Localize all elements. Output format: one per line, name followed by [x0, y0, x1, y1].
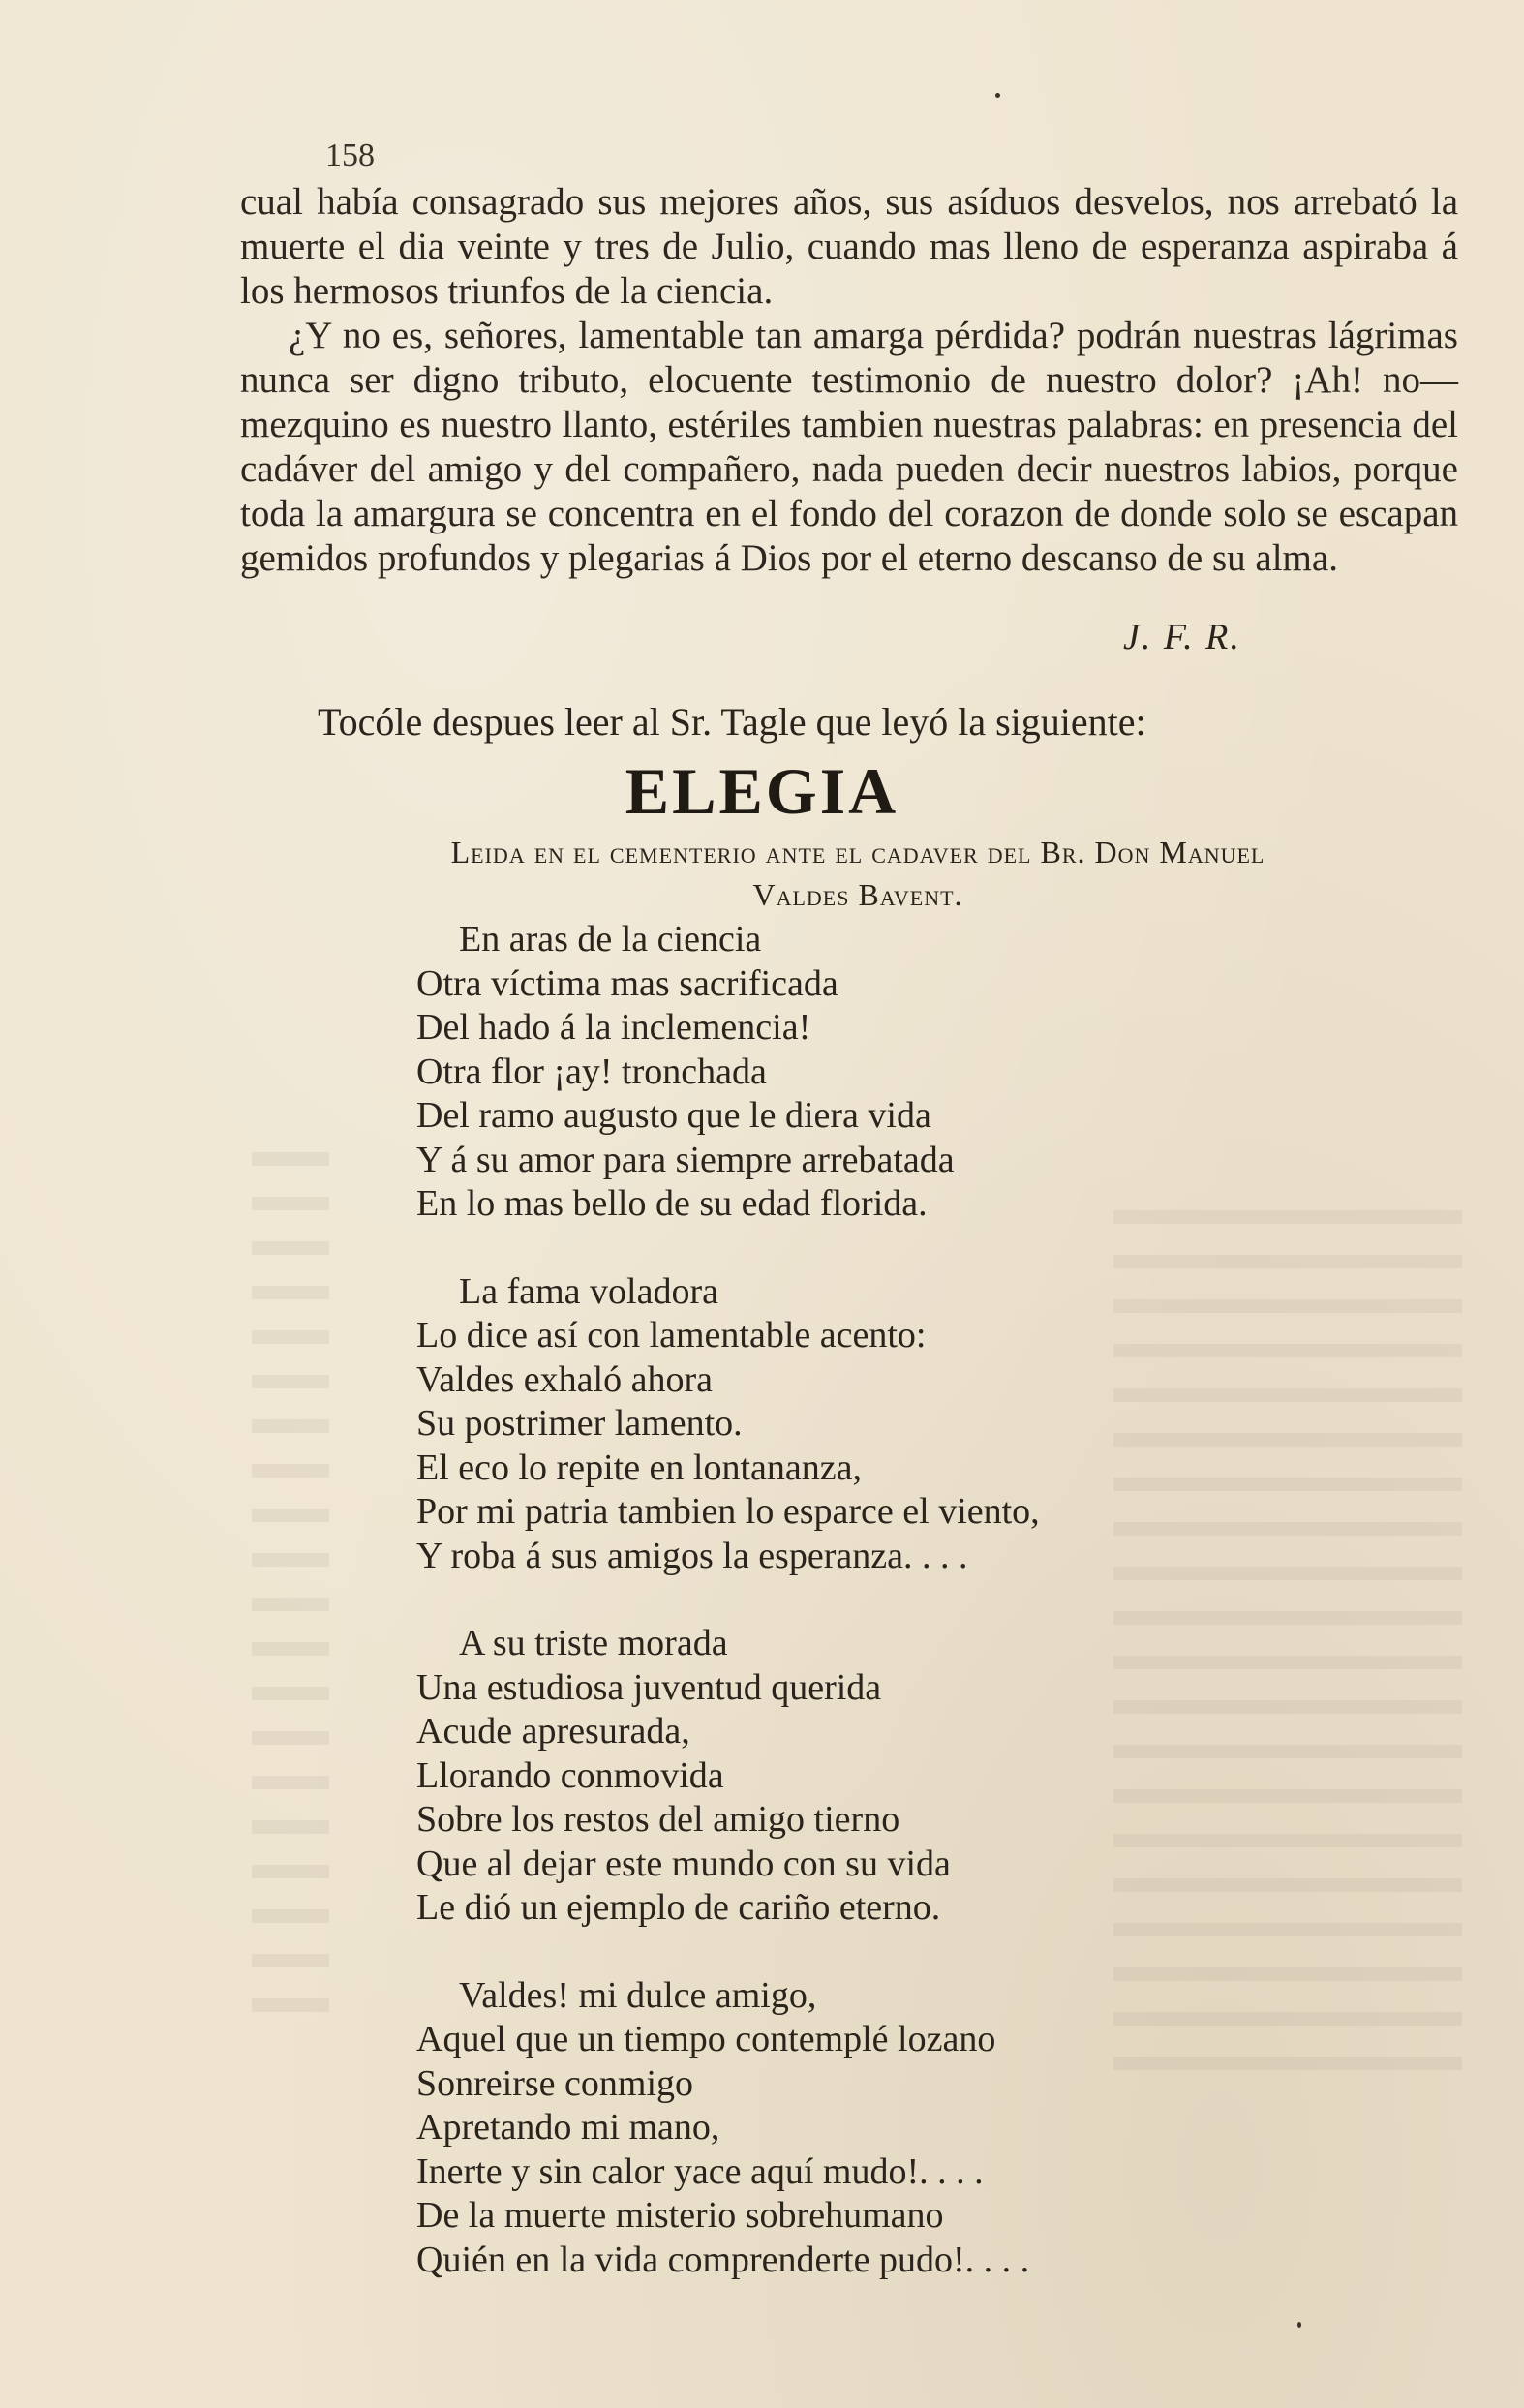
paragraph-lament: ¿Y no es, señores, lamentable tan amarga pérdida? podrán nuestras lágrimas nunca ser digno tributo, elocuente testimonio de nuestro dolor? ¡Ah! no—mezquino es nuestro llanto, estériles tambien nuestras palabras: en presencia del cadáver del amigo y del compañero, nada pueden decir nuestros labios, porque toda la amargura se concentra en el fondo del corazon de donde solo se escapan gemidos profundos y plegarias á Dios por el eterno descanso de su alma.	[240, 315, 1458, 579]
stanza	[416, 918, 1040, 1227]
prose-block	[240, 180, 1458, 581]
verse: Llorando conmovida	[416, 1754, 724, 1796]
verse: Inerte y sin calor yace aquí mudo!. . . .	[416, 2150, 984, 2192]
verse: En lo mas bello de su edad florida.	[416, 1183, 928, 1224]
ink-speck	[1297, 2322, 1301, 2328]
verse: Lo dice así con lamentable acento:	[416, 1315, 927, 1356]
verse: Su postrimer lamento.	[416, 1403, 743, 1444]
verse: De la muerte misterio sobrehumano	[416, 2195, 944, 2236]
verse: Otra flor ¡ay! tronchada	[416, 1051, 767, 1092]
stanza	[416, 1270, 1040, 1579]
poem-subtitle-line: Valdes Bavent.	[752, 877, 963, 912]
verse: Del hado á la inclemencia!	[416, 1007, 811, 1048]
verse: Del ramo augusto que le diera vida	[416, 1095, 931, 1136]
poem-subtitle-line: Leida en el cementerio ante el cadaver del Br. Don Manuel	[450, 835, 1265, 869]
verse: Sonreirse conmigo	[416, 2062, 694, 2104]
verse: El eco lo repite en lontananza,	[416, 1447, 863, 1488]
verse: Que al dejar este mundo con su vida	[416, 1843, 951, 1884]
verse: Aquel que un tiempo contemplé lozano	[416, 2019, 996, 2059]
show-through-shadow	[1113, 1210, 1462, 2082]
poem-subtitle	[240, 831, 1476, 916]
show-through-shadow	[252, 1152, 329, 2024]
verse: Y roba á sus amigos la esperanza. . . .	[416, 1535, 968, 1576]
verse: Valdes! mi dulce amigo,	[459, 1974, 817, 2016]
ink-speck	[995, 93, 1000, 98]
verse: Quién en la vida comprenderte pudo!. . . .	[416, 2239, 1030, 2280]
verse: Le dió un ejemplo de cariño eterno.	[416, 1887, 941, 1928]
verse: En aras de la ciencia	[459, 919, 762, 960]
verse: Valdes exhaló ahora	[416, 1358, 713, 1400]
verse: La fama voladora	[459, 1270, 718, 1312]
verse: Otra víctima mas sacrificada	[416, 962, 838, 1004]
verse: A su triste morada	[459, 1623, 728, 1663]
paragraph-continuation: cual había consagrado sus mejores años, sus asíduos desvelos, nos arrebató la muerte el dia veinte y tres de Julio, cuando mas lleno de esperanza aspiraba á los hermosos triunfos de la ciencia.	[240, 181, 1458, 312]
signature: J. F. R.	[1123, 617, 1241, 657]
verse: Por mi patria tambien lo esparce el viento,	[416, 1491, 1040, 1532]
poem	[416, 918, 1040, 2326]
verse: Acude apresurada,	[416, 1711, 690, 1752]
page-number: 158	[325, 137, 375, 173]
verse: Y á su amor para siempre arrebatada	[416, 1139, 955, 1180]
verse: Apretando mi mano,	[416, 2107, 720, 2148]
stanza	[416, 1974, 1040, 2283]
intro-line: Tocóle despues leer al Sr. Tagle que leyó la siguiente:	[318, 700, 1146, 744]
verse: Una estudiosa juventud querida	[416, 1666, 882, 1708]
poem-title: ELEGIA	[625, 754, 899, 828]
stanza	[416, 1622, 1040, 1931]
verse: Sobre los restos del amigo tierno	[416, 1799, 900, 1840]
